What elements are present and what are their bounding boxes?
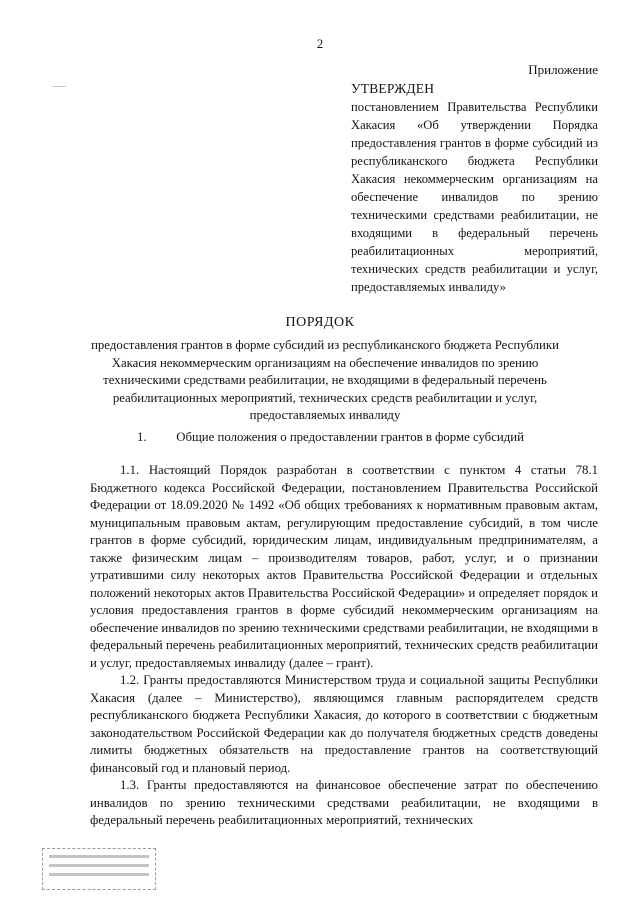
paragraph-1-2: 1.2. Гранты предоставляются Министерством труда и социальной защиты Республики Хакасия (далее – Министерство), являющимся главным распорядителем средств республиканского бюджета Республики Хакасия, до которого в соответствии с бюджетным законодательством Российской Федерации как до получателя бюджетных средств доведены лимиты бюджетных обязательств на предоставление грантов на соответствующий финансовый год и плановый период.	[90, 673, 598, 775]
approval-block	[351, 80, 598, 296]
registration-stamp	[42, 848, 156, 890]
section-number: 1.	[137, 430, 147, 444]
approval-text: постановлением Правительства Республики Хакасия «Об утверждении Порядка предоставления грантов в форме субсидий из республиканского бюджета Республики Хакасия некоммерческим организациям на обеспечение инвалидов по зрению техническими средствами реабилитации, не входящими в федеральный перечень реабилитационных мероприятий, технических средств реабилитации и услуг, предоставляемых инвалиду»	[351, 100, 598, 294]
section-title: Общие положения о предоставлении грантов в форме субсидий	[176, 430, 524, 444]
document-subtitle: предоставления грантов в форме субсидий из республиканского бюджета Республики Хакасия некоммерческим организациям на обеспечение инвалидов по зрению техническими средствами реабилитации, не входящими в федеральный перечень реабилитационных мероприятий, технических средств реабилитации и услуг, предоставляемых инвалиду	[91, 338, 559, 423]
document-title: ПОРЯДОК	[285, 315, 355, 330]
scan-speck	[52, 86, 66, 87]
appendix-label: Приложение	[528, 62, 598, 77]
approval-title: УТВЕРЖДЕН	[351, 81, 435, 96]
section-heading	[137, 430, 524, 445]
paragraph-1-1: 1.1. Настоящий Порядок разработан в соответствии с пунктом 4 статьи 78.1 Бюджетного кодекса Российской Федерации, постановлением Правительства Российской Федерации от 18.09.2020 № 1492 «Об общих требованиях к нормативным правовым актам, муниципальным правовым актам, регулирующим предоставление субсидий, в том числе грантов в форме субсидий, юридическим лицам, индивидуальным предпринимателям, а также физическим лицам – производителям товаров, работ, услуг, и о признании утратившими силу некоторых актов Правительства Российской Федерации и отдельных положений некоторых актов Правительства Российской Федерации» и определяет порядок и условия предоставления грантов в форме субсидий некоммерческим организациям на обеспечение инвалидов по зрению техническими средствами реабилитации, не входящими в федеральный перечень реабилитационных мероприятий, технических средств реабилитации и услуг, предоставляемых инвалиду (далее – грант).	[90, 463, 598, 670]
paragraph-1-3: 1.3. Гранты предоставляются на финансовое обеспечение затрат по обеспечению инвалидов по зрению техническими средствами реабилитации, не входящими в федеральный перечень реабилитационных мероприятий, технических	[90, 778, 598, 827]
page-number: 2	[316, 36, 324, 51]
